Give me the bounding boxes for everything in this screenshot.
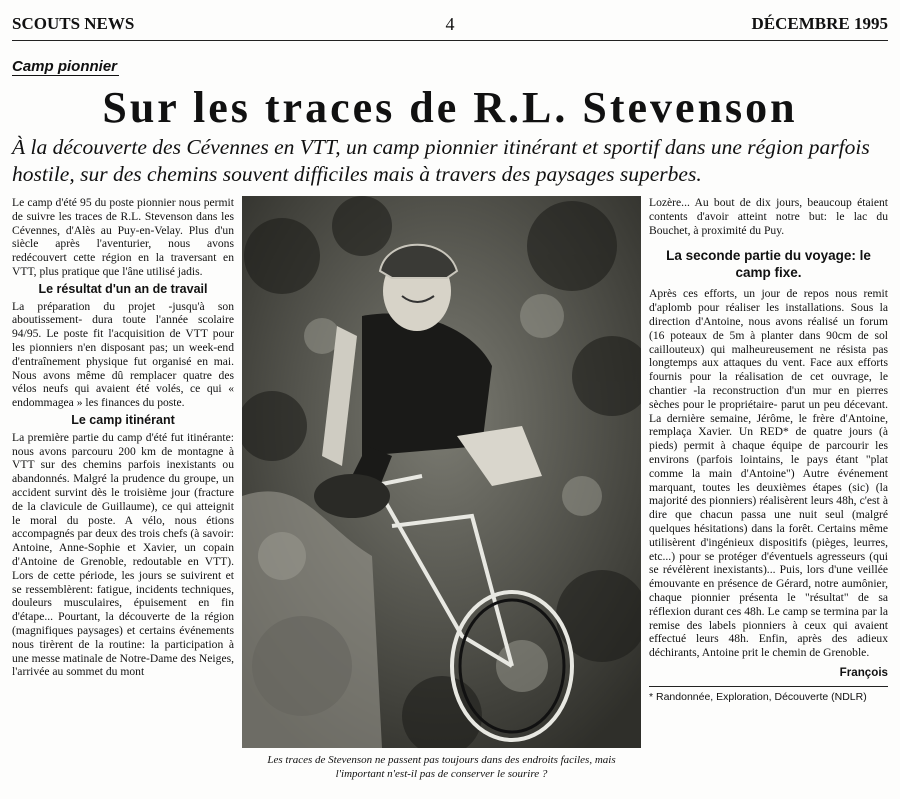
footnote: * Randonnée, Exploration, Découverte (NDLR) bbox=[649, 690, 867, 703]
continuation-paragraph: Lozère... Au bout de dix jours, beaucoup étaient contents d'avoir atteint notre but: le lac du Bouchet, à proximité du Puy. bbox=[649, 196, 888, 237]
section-label: Camp pionnier bbox=[12, 58, 118, 75]
subheading-itinerant: Le camp itinérant bbox=[71, 412, 175, 427]
cyclist-photo-image bbox=[242, 196, 641, 748]
intro-paragraph: Le camp d'été 95 du poste pionnier nous permit de suivre les traces de R.L. Stevenson dans les Cévennes, d'Alès au Puy-en-Velay. Plus d'un siècle après l'aventurier, nous avons redécouvert cette région en la traversant en VTT, plus pratique que l'âne utilisé jadis. bbox=[12, 196, 234, 278]
column-left bbox=[12, 196, 234, 679]
column-right bbox=[649, 196, 888, 705]
issue-date: DÉCEMBRE 1995 bbox=[751, 14, 888, 33]
itinerant-paragraph: La première partie du camp d'été fut itinérante: nous avons parcouru 200 km de montagne à VTT sur des chemins parfois inexistants ou abandonnés. Malgré la prudence du groupe, un accident survint dès le troisième jour (fracture de la clavicule de Guillaume), ce qui atteignit le moral du poste. A vélo, nous étions accompagnés par deux des trois chefs (à savoir: Antoine, Anne-Sophie et Xavier, un copain d'Antoine de Grenoble, redoutable en VTT). Lors de cette période, les jours se suivirent et se ressemblèrent: fatigue, incidents techniques, douleurs musculaires, épuisement en fin d'étape... Pourtant, la découverte de la région (magnifiques paysages) et certains événements nous tirèrent de la routine: la participation à une messe matinale de Notre-Dame des Neiges, l'arrivée au sommet du mont bbox=[12, 430, 234, 679]
photo-caption: Les traces de Stevenson ne passent pas toujours dans des endroits faciles, mais l'important n'est-il pas de conserver le sourire ? bbox=[267, 754, 616, 780]
page-header bbox=[12, 10, 888, 36]
subheading-preparation: Le résultat d'un an de travail bbox=[38, 281, 208, 296]
preparation-paragraph: La préparation du projet -jusqu'à son aboutissement- dura toute l'année scolaire 94/95. Le poste fit l'acquisition de VTT pour les pionniers n'en disposant pas; un week-end d'entraînement physique fut organisé en mai. Nous avons même dû remplacer quatre des vélos neufs qui avaient été volés, ce qui « endommagea » les finances du poste. bbox=[12, 299, 234, 410]
author-signature: François bbox=[839, 665, 888, 679]
camp-fixe-paragraph: Après ces efforts, un jour de repos nous remit d'aplomb pour réaliser les installations. Sous la direction d'Antoine, nous avons réalisé un forum (16 poteaux de 5m à planter dans 90cm de sol caillouteux) qui malheureusement ne résista pas longtemps aux attaques du vent. Face aux efforts fournis pour la réalisation de cet ouvrage, le chantier -la reconstruction d'un mur en pierres sèches pour le propriétaire- parut un peu décevant. La dernière semaine, Jérôme, le frère d'Antoine, remplaça Xavier. Un RED* de quatre jours (à pieds) permit à chaque équipe de parcourir les environs (parfois lointains, le pays étant "plat comme la main d'Antoine") Autre événement marquant, toutes les deuxièmes étapes (sic) (la majorité des pionniers) réalisèrent leurs 48h, c'est à dire que chacun passa une nuit seul (malgré quelques hésitations) dans la forêt. Certains même utilisèrent d'ingénieux dispositifs (pièges, leurres, etc...) pour se protéger d'éventuels agresseurs (qui se révélèrent inexistants)... Puis, lors d'une veillée émouvante en présence de Gérard, notre aumônier, chaque pionnier présenta le "résultat" de sa réflexion durant ces 48h. Le camp se termina par la remise des labels pionniers à ceux qui avaient effectué leurs 48h. Enfin, après des adieux déchirants, Antoine prit le chemin de Grenoble. bbox=[649, 287, 888, 660]
page-number: 4 bbox=[445, 14, 455, 34]
bike-photo bbox=[242, 196, 641, 748]
lead-paragraph: À la découverte des Cévennes en VTT, un camp pionnier itinérant et sportif dans une région parfois hostile, sur des chemins souvent difficiles mais à travers des paysages superbes. bbox=[12, 135, 870, 186]
footnote-rule bbox=[649, 686, 888, 687]
publication-name: SCOUTS NEWS bbox=[12, 14, 135, 33]
subheading-camp-fixe: La seconde partie du voyage: le camp fixe. bbox=[666, 248, 871, 281]
header-rule bbox=[12, 40, 888, 41]
headline: Sur les traces de R.L. Stevenson bbox=[102, 83, 798, 132]
